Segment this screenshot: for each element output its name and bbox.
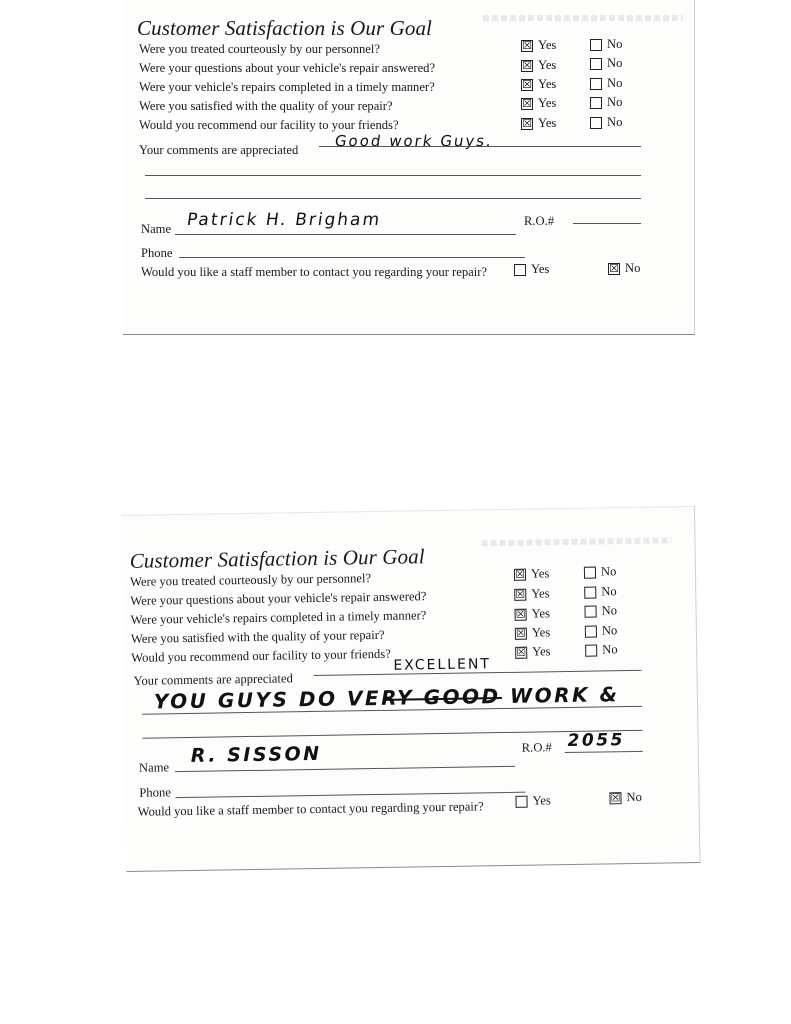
no-label: No xyxy=(601,584,617,599)
no-option[interactable] xyxy=(590,37,622,52)
question-courteous: Were you treated courteously by our personnel? xyxy=(129,571,372,589)
name-line xyxy=(175,766,515,772)
no-option[interactable] xyxy=(585,623,618,639)
contact-yes-checkbox[interactable] xyxy=(514,264,526,276)
question-answered: Were your questions about your vehicle's repair answered? xyxy=(139,61,436,75)
comments-label: Your comments are appreciated xyxy=(133,671,293,688)
contact-no-label: No xyxy=(625,261,641,275)
survey-card-1 xyxy=(123,0,695,335)
no-label: No xyxy=(602,642,618,657)
yes-checkbox[interactable]: ☒ xyxy=(515,626,526,640)
question-answered: Were your questions about your vehicle's repair answered? xyxy=(130,589,427,608)
comments-insert-handwriting[interactable]: EXCELLENT xyxy=(393,656,492,674)
no-label: No xyxy=(607,115,623,129)
name-handwriting[interactable]: R. SISSON xyxy=(190,742,322,767)
yes-label: Yes xyxy=(538,58,557,72)
comments-handwriting[interactable]: YOU GUYS DO VERY GOOD WORK & xyxy=(153,682,620,714)
comments-handwriting[interactable]: Good work Guys. xyxy=(333,132,495,150)
yes-label: Yes xyxy=(531,586,550,601)
yes-label: Yes xyxy=(538,77,557,91)
ro-label: R.O.# xyxy=(524,214,555,228)
no-checkbox[interactable] xyxy=(584,566,596,578)
yes-option[interactable] xyxy=(515,625,551,641)
yes-checkbox[interactable]: ☒ xyxy=(516,645,527,659)
phone-label: Phone xyxy=(141,246,173,260)
no-label: No xyxy=(607,76,623,90)
contact-yes-label: Yes xyxy=(532,793,551,808)
yes-label: Yes xyxy=(538,96,557,110)
question-timely: Were your vehicle's repairs completed in a timely manner? xyxy=(139,80,435,94)
yes-option[interactable] xyxy=(514,566,550,582)
no-label: No xyxy=(600,564,617,579)
ro-value[interactable]: 2055 xyxy=(567,730,626,752)
yes-checkbox[interactable]: ☒ xyxy=(515,607,526,621)
contact-yes-label: Yes xyxy=(531,262,550,276)
yes-option[interactable] xyxy=(514,606,550,622)
yes-label: Yes xyxy=(532,644,551,659)
yes-checkbox[interactable]: ☒ xyxy=(514,567,526,581)
yes-option[interactable] xyxy=(521,58,556,73)
yes-option[interactable] xyxy=(515,644,551,660)
yes-checkbox[interactable]: ☒ xyxy=(515,587,526,601)
contact-no-option[interactable] xyxy=(608,261,640,276)
survey-card-2 xyxy=(121,506,701,872)
comments-line xyxy=(145,175,641,176)
contact-question: Would you like a staff member to contact you regarding your repair? xyxy=(137,799,484,819)
question-quality: Were you satisfied with the quality of your repair? xyxy=(130,627,385,646)
comments-line xyxy=(145,198,641,199)
no-checkbox[interactable] xyxy=(590,117,602,129)
yes-label: Yes xyxy=(538,38,557,52)
phone-line xyxy=(175,792,525,798)
contact-no-label: No xyxy=(626,789,643,805)
bleed-through-text xyxy=(483,15,683,21)
yes-option[interactable] xyxy=(521,96,556,111)
yes-label: Yes xyxy=(531,625,551,640)
no-checkbox[interactable] xyxy=(590,39,602,51)
question-quality: Were you satisfied with the quality of your repair? xyxy=(139,99,393,113)
yes-option[interactable] xyxy=(521,77,556,92)
yes-checkbox[interactable]: ☒ xyxy=(522,96,532,110)
ro-line xyxy=(565,751,643,753)
no-option[interactable] xyxy=(590,95,622,110)
comments-label: Your comments are appreciated xyxy=(139,143,299,157)
no-checkbox[interactable] xyxy=(584,586,596,598)
no-label: No xyxy=(607,95,623,109)
card-title: Customer Satisfaction is Our Goal xyxy=(129,544,425,573)
contact-no-checkbox[interactable]: ☒ xyxy=(610,790,621,804)
yes-label: Yes xyxy=(531,606,551,621)
no-option[interactable] xyxy=(590,56,622,71)
question-recommend: Would you recommend our facility to your friends? xyxy=(139,118,399,132)
card-title: Customer Satisfaction is Our Goal xyxy=(137,16,432,40)
yes-checkbox[interactable]: ☒ xyxy=(522,77,532,91)
contact-yes-checkbox[interactable] xyxy=(515,795,527,807)
no-option[interactable] xyxy=(584,603,617,619)
no-option[interactable] xyxy=(584,584,617,600)
yes-option[interactable] xyxy=(521,116,556,131)
yes-label: Yes xyxy=(530,566,550,581)
yes-label: Yes xyxy=(538,116,557,130)
no-checkbox[interactable] xyxy=(590,58,602,70)
yes-checkbox[interactable]: ☒ xyxy=(522,116,532,130)
contact-no-checkbox[interactable]: ☒ xyxy=(609,261,619,275)
yes-checkbox[interactable]: ☒ xyxy=(522,58,532,72)
no-label: No xyxy=(607,37,623,51)
no-checkbox[interactable] xyxy=(590,78,602,90)
no-checkbox[interactable] xyxy=(584,605,596,617)
yes-checkbox[interactable]: ☒ xyxy=(522,38,532,52)
ro-line xyxy=(573,223,641,224)
ro-label: R.O.# xyxy=(521,740,552,755)
no-option[interactable] xyxy=(584,564,617,580)
question-timely: Were your vehicle's repairs completed in a timely manner? xyxy=(130,608,427,627)
no-label: No xyxy=(601,603,618,618)
bleed-through-text xyxy=(481,537,671,546)
phone-label: Phone xyxy=(139,785,171,800)
phone-line xyxy=(179,257,525,258)
name-label: Name xyxy=(138,760,170,775)
name-handwriting[interactable]: Patrick H. Brigham xyxy=(185,210,383,230)
name-line xyxy=(175,234,516,235)
contact-yes-option[interactable] xyxy=(515,793,551,809)
no-label: No xyxy=(601,623,618,638)
contact-question: Would you like a staff member to contact you regarding your repair? xyxy=(141,265,488,279)
yes-option[interactable] xyxy=(521,38,556,53)
no-option[interactable] xyxy=(590,76,622,91)
contact-yes-option[interactable] xyxy=(514,262,549,277)
no-option[interactable] xyxy=(590,115,622,130)
yes-option[interactable] xyxy=(514,586,550,602)
contact-no-option[interactable] xyxy=(609,790,642,806)
no-checkbox[interactable] xyxy=(590,97,602,109)
no-option[interactable] xyxy=(585,642,618,658)
question-courteous: Were you treated courteously by our personnel? xyxy=(139,42,380,56)
no-label: No xyxy=(607,56,623,70)
no-checkbox[interactable] xyxy=(585,644,597,656)
no-checkbox[interactable] xyxy=(585,625,597,637)
question-recommend: Would you recommend our facility to your friends? xyxy=(131,646,391,665)
name-label: Name xyxy=(141,222,172,236)
comments-line xyxy=(319,146,641,147)
